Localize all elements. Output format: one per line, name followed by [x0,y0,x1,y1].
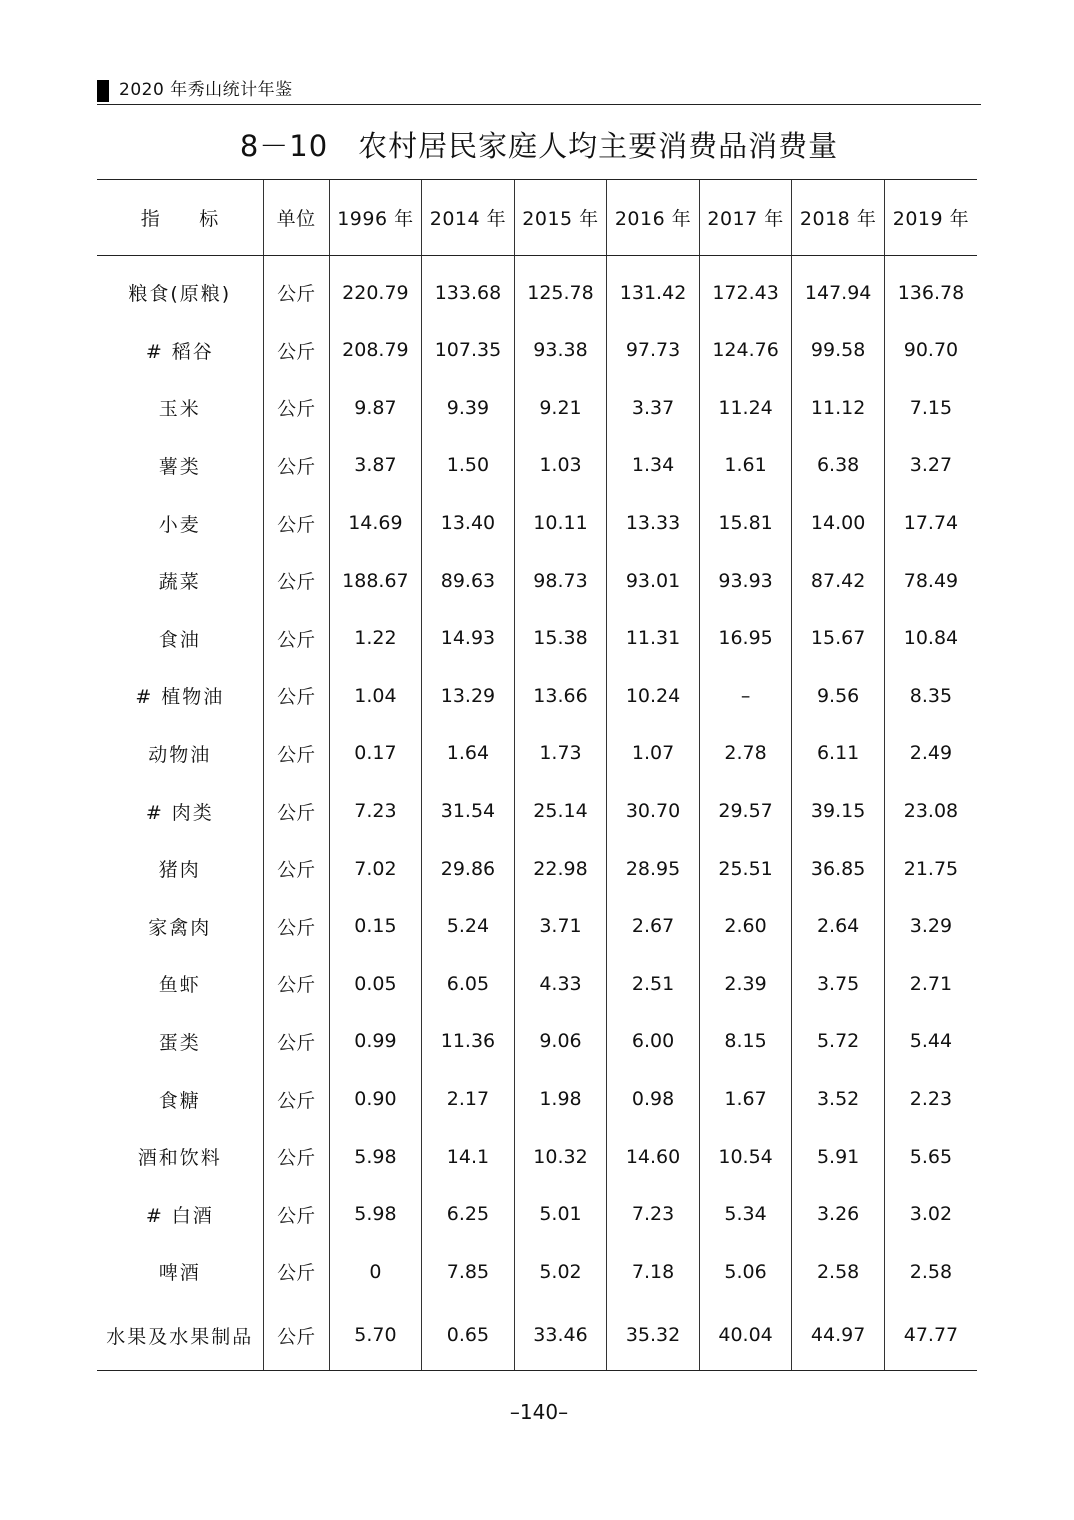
table-row [97,256,977,322]
table-header-row [97,180,977,256]
row-value-cell: 10.24 [607,667,700,725]
row-value-cell: 5.65 [884,1128,977,1186]
table-title [97,126,981,166]
row-unit: 公斤 [263,667,329,725]
row-value-cell: 25.14 [514,782,607,840]
running-header [97,76,981,105]
row-value-cell: 29.57 [699,782,792,840]
row-value-cell: 2.39 [699,955,792,1013]
row-value-cell: 11.12 [792,379,885,437]
row-value-cell: 7.85 [422,1243,515,1301]
row-value-cell: 5.02 [514,1243,607,1301]
row-indicator-name: # 白酒 [145,1204,214,1227]
row-value-cell: 2.49 [884,725,977,783]
row-value-cell: 9.21 [514,379,607,437]
row-value-cell: 8.15 [699,1013,792,1071]
row-value-cell: 47.77 [884,1301,977,1371]
row-unit: 公斤 [263,379,329,437]
row-value-cell: 35.32 [607,1301,700,1371]
table-body [97,256,977,1371]
row-value-cell: 5.44 [884,1013,977,1071]
row-value-cell: 0.17 [329,725,422,783]
row-value-cell: 1.04 [329,667,422,725]
row-value-cell: 3.52 [792,1070,885,1128]
table-row [97,667,977,725]
row-indicator-name: 食油 [158,628,201,651]
running-header-text: 2020 年秀山统计年鉴 [119,80,293,100]
header-indicator: 指 标 [97,180,263,256]
table-row [97,1128,977,1186]
row-value-cell: 220.79 [329,256,422,322]
row-value-cell: 3.26 [792,1185,885,1243]
row-value-cell: 14.1 [422,1128,515,1186]
table-row [97,1243,977,1301]
header-year-2014: 2014 年 [422,180,515,256]
row-value-cell: 2.60 [699,897,792,955]
row-indicator-name: 薯类 [158,455,201,478]
row-value-cell: 9.56 [792,667,885,725]
header-year-2019: 2019 年 [884,180,977,256]
row-value-cell: 6.00 [607,1013,700,1071]
row-value-cell: 6.05 [422,955,515,1013]
row-value-cell: 136.78 [884,256,977,322]
row-value-cell: 9.06 [514,1013,607,1071]
row-value-cell: 2.71 [884,955,977,1013]
row-value-cell: 147.94 [792,256,885,322]
row-value-cell: 0.99 [329,1013,422,1071]
row-value-cell: 15.67 [792,609,885,667]
header-year-2017: 2017 年 [699,180,792,256]
header-unit: 单位 [263,180,329,256]
header-year-1996: 1996 年 [329,180,422,256]
row-value-cell: 97.73 [607,322,700,380]
row-value-cell: 31.54 [422,782,515,840]
row-unit: 公斤 [263,609,329,667]
page-number: –140– [509,1400,569,1424]
row-value-cell: – [699,667,792,725]
row-value-cell: 7.18 [607,1243,700,1301]
row-value-cell: 25.51 [699,840,792,898]
row-value-cell: 0 [329,1243,422,1301]
table-row [97,897,977,955]
row-value-cell: 0.15 [329,897,422,955]
table-row [97,1013,977,1071]
table-row [97,955,977,1013]
row-value-cell: 5.06 [699,1243,792,1301]
row-indicator-name: 蔬菜 [158,571,201,594]
row-value-cell: 2.78 [699,725,792,783]
row-value-cell: 11.31 [607,609,700,667]
row-unit: 公斤 [263,256,329,322]
row-indicator-name: 水果及水果制品 [97,1301,263,1371]
row-unit: 公斤 [263,437,329,495]
row-value-cell: 7.23 [607,1185,700,1243]
row-unit: 公斤 [263,1070,329,1128]
row-unit: 公斤 [263,1128,329,1186]
row-value-cell: 107.35 [422,322,515,380]
row-value-cell: 0.90 [329,1070,422,1128]
row-value-cell: 1.73 [514,725,607,783]
table-number: 8－10 [239,129,329,163]
row-value-cell: 188.67 [329,552,422,610]
row-indicator-name: # 植物油 [135,686,225,709]
table-row [97,1070,977,1128]
row-unit: 公斤 [263,840,329,898]
row-value-cell: 7.15 [884,379,977,437]
row-value-cell: 17.74 [884,494,977,552]
row-value-cell: 1.34 [607,437,700,495]
row-value-cell: 7.23 [329,782,422,840]
row-value-cell: 44.97 [792,1301,885,1371]
row-value-cell: 89.63 [422,552,515,610]
row-value-cell: 172.43 [699,256,792,322]
row-value-cell: 16.95 [699,609,792,667]
row-indicator-name: # 肉类 [145,801,214,824]
row-value-cell: 13.29 [422,667,515,725]
consumption-table [97,179,977,1371]
table-row [97,609,977,667]
row-value-cell: 125.78 [514,256,607,322]
row-value-cell: 6.38 [792,437,885,495]
row-value-cell: 98.73 [514,552,607,610]
row-value-cell: 13.40 [422,494,515,552]
row-value-cell: 6.11 [792,725,885,783]
row-value-cell: 2.64 [792,897,885,955]
row-value-cell: 5.91 [792,1128,885,1186]
row-value-cell: 11.36 [422,1013,515,1071]
row-value-cell: 0.05 [329,955,422,1013]
row-value-cell: 10.11 [514,494,607,552]
row-value-cell: 23.08 [884,782,977,840]
row-value-cell: 22.98 [514,840,607,898]
row-value-cell: 11.24 [699,379,792,437]
table-row [97,322,977,380]
row-indicator-name: 动物油 [148,743,212,766]
row-indicator-name: 粮食(原粮) [128,283,232,306]
row-value-cell: 2.51 [607,955,700,1013]
table-row [97,494,977,552]
row-value-cell: 90.70 [884,322,977,380]
header-year-2016: 2016 年 [607,180,700,256]
row-unit: 公斤 [263,1185,329,1243]
row-value-cell: 1.98 [514,1070,607,1128]
row-value-cell: 13.66 [514,667,607,725]
table-row [97,1301,977,1371]
row-value-cell: 133.68 [422,256,515,322]
row-value-cell: 5.98 [329,1185,422,1243]
row-value-cell: 14.93 [422,609,515,667]
row-value-cell: 2.23 [884,1070,977,1128]
row-value-cell: 93.01 [607,552,700,610]
row-value-cell: 3.75 [792,955,885,1013]
row-unit: 公斤 [263,1013,329,1071]
row-value-cell: 5.24 [422,897,515,955]
row-indicator-name: 鱼虾 [158,974,201,997]
row-value-cell: 1.07 [607,725,700,783]
row-value-cell: 2.17 [422,1070,515,1128]
row-value-cell: 21.75 [884,840,977,898]
row-indicator-name: # 稻谷 [145,340,214,363]
row-value-cell: 1.50 [422,437,515,495]
table-title-text: 农村居民家庭人均主要消费品消费量 [358,129,839,163]
row-indicator-name: 食糖 [158,1089,201,1112]
row-value-cell: 131.42 [607,256,700,322]
row-value-cell: 7.02 [329,840,422,898]
row-unit: 公斤 [263,725,329,783]
row-value-cell: 29.86 [422,840,515,898]
table-row [97,725,977,783]
table-row [97,1185,977,1243]
row-indicator-name: 猪肉 [158,859,201,882]
table-row [97,552,977,610]
row-value-cell: 3.71 [514,897,607,955]
row-unit: 公斤 [263,494,329,552]
row-value-cell: 10.84 [884,609,977,667]
header-marker-block [97,80,109,102]
row-value-cell: 10.54 [699,1128,792,1186]
row-value-cell: 14.69 [329,494,422,552]
row-value-cell: 93.38 [514,322,607,380]
row-value-cell: 5.70 [329,1301,422,1371]
row-value-cell: 40.04 [699,1301,792,1371]
row-value-cell: 5.34 [699,1185,792,1243]
row-value-cell: 14.00 [792,494,885,552]
row-unit: 公斤 [263,955,329,1013]
row-value-cell: 2.58 [884,1243,977,1301]
row-value-cell: 4.33 [514,955,607,1013]
row-value-cell: 99.58 [792,322,885,380]
row-value-cell: 3.87 [329,437,422,495]
row-indicator-name: 蛋类 [158,1031,201,1054]
row-value-cell: 33.46 [514,1301,607,1371]
row-unit: 公斤 [263,1243,329,1301]
row-indicator-name: 家禽肉 [148,916,212,939]
row-value-cell: 5.72 [792,1013,885,1071]
row-value-cell: 3.29 [884,897,977,955]
row-indicator-name: 酒和饮料 [137,1147,222,1170]
row-unit: 公斤 [263,782,329,840]
table-row [97,379,977,437]
row-value-cell: 36.85 [792,840,885,898]
header-year-2015: 2015 年 [514,180,607,256]
row-value-cell: 9.87 [329,379,422,437]
row-value-cell: 1.22 [329,609,422,667]
row-value-cell: 3.27 [884,437,977,495]
row-value-cell: 15.81 [699,494,792,552]
row-value-cell: 1.67 [699,1070,792,1128]
row-value-cell: 13.33 [607,494,700,552]
row-unit: 公斤 [263,322,329,380]
row-value-cell: 3.02 [884,1185,977,1243]
row-unit: 公斤 [263,897,329,955]
row-value-cell: 87.42 [792,552,885,610]
row-value-cell: 124.76 [699,322,792,380]
row-value-cell: 8.35 [884,667,977,725]
row-value-cell: 28.95 [607,840,700,898]
row-value-cell: 9.39 [422,379,515,437]
table-row [97,840,977,898]
row-value-cell: 15.38 [514,609,607,667]
row-value-cell: 208.79 [329,322,422,380]
row-indicator-name: 小麦 [158,513,201,536]
table-row [97,437,977,495]
row-value-cell: 6.25 [422,1185,515,1243]
row-value-cell: 1.64 [422,725,515,783]
row-value-cell: 2.67 [607,897,700,955]
row-value-cell: 3.37 [607,379,700,437]
row-indicator-name: 啤酒 [158,1262,201,1285]
row-value-cell: 0.98 [607,1070,700,1128]
row-value-cell: 1.61 [699,437,792,495]
row-value-cell: 14.60 [607,1128,700,1186]
table-row [97,782,977,840]
row-value-cell: 39.15 [792,782,885,840]
row-value-cell: 93.93 [699,552,792,610]
row-indicator-name: 玉米 [158,398,201,421]
row-unit: 公斤 [263,1301,329,1371]
row-value-cell: 2.58 [792,1243,885,1301]
row-unit: 公斤 [263,552,329,610]
row-value-cell: 5.01 [514,1185,607,1243]
header-year-2018: 2018 年 [792,180,885,256]
row-value-cell: 0.65 [422,1301,515,1371]
row-value-cell: 10.32 [514,1128,607,1186]
row-value-cell: 1.03 [514,437,607,495]
row-value-cell: 78.49 [884,552,977,610]
row-value-cell: 30.70 [607,782,700,840]
row-value-cell: 5.98 [329,1128,422,1186]
